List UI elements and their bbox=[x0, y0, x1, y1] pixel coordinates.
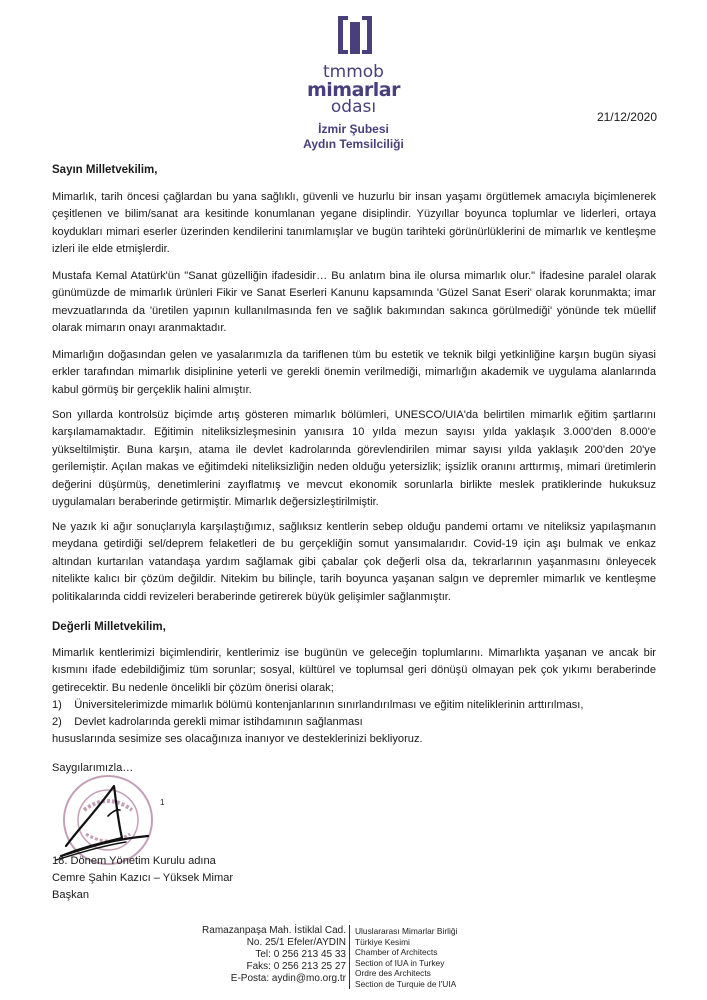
closing-paragraph: Mimarlık kentlerimizi biçimlendirir, kentlerimiz ise bugünün ve geleceğin toplumlarını. Mimarlıkta yaşanan ve ancak bir kısmını ifade edebildiğimiz tüm sorunlar; sosyal, kültürel ve toplumsal geri dönüşü olmayan pek çok yıkımı beraberinde getirecektir. Bu nedenle öncelikli bir çözüm önerisi olarak; bbox=[52, 647, 656, 694]
salutation: Sayın Milletvekilim, bbox=[52, 164, 158, 176]
signer-line-1: 18. Dönem Yönetim Kurulu adına bbox=[52, 855, 216, 867]
branch-name: İzmir Şubesi bbox=[318, 122, 389, 136]
org-line: Ordre des Architects bbox=[355, 968, 431, 979]
logo-text-odasi: odası bbox=[330, 97, 377, 117]
paragraph-4: Son yıllarda kontrolsüz biçimde artış gösteren mimarlık bölümleri, UNESCO/UIA'da belirtilen mimarlık eğitim şartlarını karşılamamaktadır. Eğitimin niteliksizleşmesinin yanısıra 10 yılda mezun sayısı yılda yaklaşık 3.000'den 8.000'e yükseltilmiştir. Buna karşın, atama ile devlet kadrolarında görevlendirilen mimar sayısı yılda yaklaşık 200'den 20'ye gerilemiştir. Açılan makas ve eğitimdeki niteliksizliğin neden olduğu yetersizlik; işsizlik oranını arttırmış, mimari üretimlerin değerini düşürmüş, denetimlerini zayıflatmış ve mevcut ekonomik sorunlarla birlikte meslek pratiklerinde hukuksuz uygulamaları beraberinde getirmiştir. Mimarlık değersizleştirilmiştir. bbox=[52, 409, 656, 509]
list-item-2: 2) Devlet kadrolarında gerekli mimar istihdamının sağlanması bbox=[52, 716, 363, 728]
salutation-2: Değerli Milletvekilim, bbox=[52, 621, 166, 633]
org-line: Section de Turquie de l'UIA bbox=[355, 978, 457, 989]
fax: Faks: 0 256 213 25 27 bbox=[246, 960, 346, 972]
logo-text-mimarlar: mimarlar bbox=[306, 79, 400, 101]
signature-mark: 1 bbox=[160, 798, 165, 807]
address-line: Ramazanpaşa Mah. İstiklal Cad. bbox=[202, 925, 346, 936]
signer-title: Başkan bbox=[52, 889, 90, 901]
paragraph-3: Mimarlığın doğasından gelen ve yasalarımızla da tariflenen tüm bu estetik ve teknik bilgi yetkinliğine karşın bugün siyasi erkler tarafından mimarlık disiplinine yeterli ve gerekli önemin verilmediği, mimarlığın akademik ve uygulama alanlarında kabul görmüş bir gerçeklik halini almıştır. bbox=[52, 349, 656, 396]
signer-name: Cemre Şahin Kazıcı – Yüksek Mimar bbox=[52, 872, 234, 884]
org-line: Uluslararası Mimarlar Birliği bbox=[355, 926, 458, 936]
regards: Saygılarımızla… bbox=[52, 762, 134, 774]
footer-organization bbox=[355, 926, 457, 990]
list-item-1: 1) Üniversitelerimizde mimarlık bölümü kontenjanlarının sınırlandırılması ve eğitim niteliklerinin arttırılması, bbox=[52, 699, 584, 711]
footer-divider bbox=[349, 925, 350, 989]
letter-date: 21/12/2020 bbox=[596, 110, 657, 124]
org-line: Section of IUA in Turkey bbox=[355, 957, 445, 968]
phone: Tel: 0 256 213 45 33 bbox=[255, 948, 346, 960]
after-list-text: hususlarında sesimize ses olacağınıza inanıyor ve desteklerinizi bekliyoruz. bbox=[52, 733, 423, 745]
address-line: No. 25/1 Efeler/AYDIN bbox=[246, 936, 346, 948]
footer-address bbox=[190, 925, 346, 985]
tmmob-logo-icon bbox=[336, 14, 374, 58]
org-line: Chamber of Architects bbox=[355, 947, 438, 958]
paragraph-5: Ne yazık ki ağır sonuçlarıyla karşılaştığımız, sağlıksız kentlerin sebep olduğu pandemi ortamı ve niteliksiz yapılaşmanın meydana getirdiği sel/deprem felaketleri de bu gerçekliğin somut yansımalarıdır. Covid-19 için aşı bulmak ve enkaz altından kurtarılan vatandaşa yardım sağlamak gibi çabalar çok değerli olsa da, tekrarlarının yaşanmasını önleyecek nitelikte kalıcı bir çözüm değildir. Nitekim bu bilinçle, tarih boyunca yaşanan salgın ve depremler mimarlık ve kentleşme politikalarında ciddi revizeleri beraberinde getirerek büyük gelişimler sağlanmıştır. bbox=[52, 521, 656, 603]
paragraph-2: Mustafa Kemal Atatürk'ün "Sanat güzelliğin ifadesidir… Bu anlatım bina ile olursa mimarlık olur." İfadesine paralel olarak günümüzde de mimarlık ürünleri Fikir ve Sanat Eserleri Kanunu kapsamında 'Güzel Sanat Eseri' olarak korunmakta; imar mevzuatlarında da 'üretilen yapının kullanılmasında fen ve sağlık bakımından sakınca görülmediği' yönünde tek müellif olarak mimarın onayı aranmaktadır. bbox=[52, 270, 656, 335]
email: E-Posta: aydin@mo.org.tr bbox=[230, 972, 346, 984]
logo-text-tmmob: tmmob bbox=[323, 62, 384, 82]
branch-sub-name: Aydın Temsilciliği bbox=[303, 137, 404, 151]
paragraph-1: Mimarlık, tarih öncesi çağlardan bu yana sağlıklı, güvenli ve huzurlu bir insan yaşamı örgütlemek amacıyla biçimlenerek çeşitlenen ve bilim/sanat ara kesitinde konumlanan yegane disiplindir. Yüzyıllar boyunca toplumlar ve liderleri, ortaya koydukları mimari eserler üzerinden kendilerini tanımlamışlar ve bugün tarihteki görünürlüklerini de mimarlık ve kentleşme izleri ile elde etmişlerdir. bbox=[52, 191, 656, 256]
org-line: Türkiye Kesimi bbox=[355, 936, 410, 947]
